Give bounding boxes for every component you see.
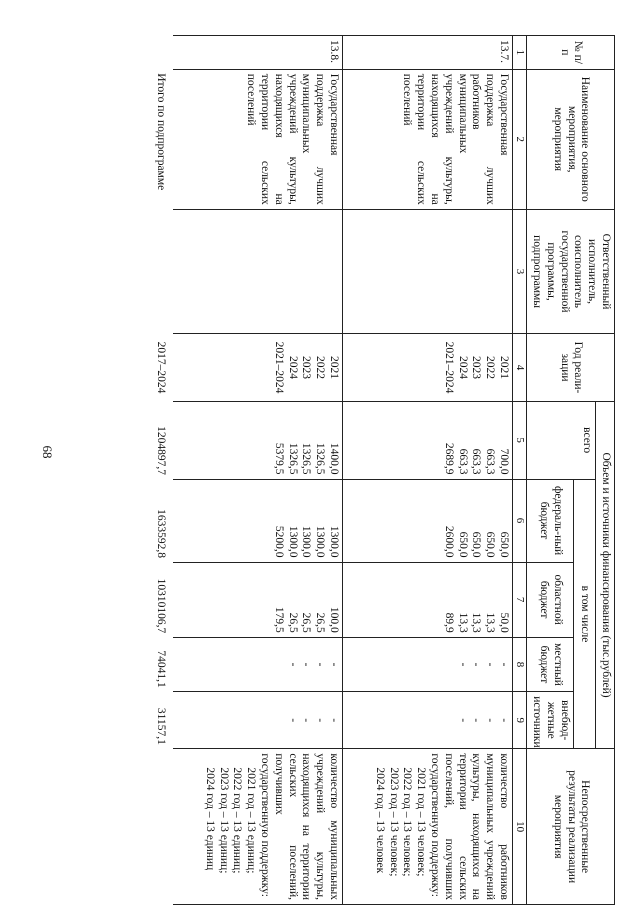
totals-label: Итого по подпрограмме bbox=[154, 73, 167, 191]
totals-federal: 1633592,8 bbox=[154, 509, 167, 559]
header-offbudget: внебюд-жетные источники bbox=[527, 692, 573, 749]
page-number: 68 bbox=[40, 445, 55, 459]
col-number: 5 bbox=[513, 401, 527, 479]
col-number: 1 bbox=[513, 36, 527, 70]
col-number: 7 bbox=[513, 562, 527, 637]
row-regional: 100,0 26,5 26,5 26,5 179,5 bbox=[173, 562, 343, 637]
row-federal: 1300,0 1300,0 1300,0 1300,0 5200,0 bbox=[173, 479, 343, 562]
header-local: местный бюджет bbox=[527, 637, 573, 691]
row-regional: 50,0 13,3 13,3 13,3 89,9 bbox=[343, 562, 513, 637]
totals-local: 74041,1 bbox=[154, 650, 167, 688]
budget-table-sheet bbox=[95, 35, 615, 905]
row-total: 1400,0 1326,5 1326,5 1326,5 5379,5 bbox=[173, 401, 343, 479]
totals-regional: 10310106,7 bbox=[154, 578, 167, 634]
row-offbudget: - - - - bbox=[173, 692, 343, 749]
header-regional: областной бюджет bbox=[527, 562, 573, 637]
header-result: Непосредственные результаты реализации мероприятия bbox=[527, 749, 615, 905]
header-name: Наименование основного мероприятия, мероприятия bbox=[527, 69, 615, 209]
header-num: № п/п bbox=[527, 36, 615, 70]
totals-row bbox=[151, 36, 173, 905]
totals-offbudget: 31157,1 bbox=[154, 707, 167, 745]
totals-total: 1204897,7 bbox=[154, 426, 167, 476]
header-total: всего bbox=[527, 401, 596, 479]
row-federal: 650,0 650,0 650,0 650,0 2600,0 bbox=[343, 479, 513, 562]
row-executor bbox=[173, 209, 343, 334]
funding-table bbox=[151, 35, 615, 905]
table-row bbox=[173, 36, 343, 905]
col-number: 3 bbox=[513, 209, 527, 334]
row-number: 13.8. bbox=[173, 36, 343, 70]
row-result: количество работников муниципальных учреждений культуры, находящихся на территории сельских поселений, получивших государственную поддержку: 2021 год – 13 человек; 2022 год – 13 человек; 2023 год – 13 человек; 2024 год – 13 человек bbox=[343, 749, 513, 905]
header-funding: Объем и источники финансирования (тыс.рублей) bbox=[596, 401, 615, 749]
col-number: 9 bbox=[513, 692, 527, 749]
row-years: 2021 2022 2023 2024 2021–2024 bbox=[343, 334, 513, 401]
header-executor: Ответственный исполнитель, соисполнитель государственной программы, подпрограммы bbox=[527, 209, 615, 334]
row-local: - - - - bbox=[173, 637, 343, 691]
header-year: Год реали-зации bbox=[527, 334, 615, 401]
row-name: Государственная поддержка лучших муниципальных учреждений культуры, находящихся на территории сельских поселений bbox=[173, 69, 343, 209]
col-number: 2 bbox=[513, 69, 527, 209]
row-local: - - - - bbox=[343, 637, 513, 691]
row-name: Государственная поддержка лучших работников муниципальных учреждений культуры, находящихся на территории сельских поселений bbox=[343, 69, 513, 209]
row-years: 2021 2022 2023 2024 2021–2024 bbox=[173, 334, 343, 401]
table-row bbox=[343, 36, 513, 905]
col-number: 10 bbox=[513, 749, 527, 905]
row-total: 700,0 663,3 663,3 663,3 2689,9 bbox=[343, 401, 513, 479]
col-number: 8 bbox=[513, 637, 527, 691]
row-number: 13.7. bbox=[343, 36, 513, 70]
col-number: 4 bbox=[513, 334, 527, 401]
column-number-row bbox=[513, 36, 527, 905]
header-including: в том числе bbox=[573, 479, 596, 749]
row-result: количество муниципальных учреждений культуры, находящихся на территории сельских поселений, получивших государственную поддержку: 2021 год – 13 единиц; 2022 год – 13 единиц; 2023 год – 13 единиц; 2024 год – 13 единиц bbox=[173, 749, 343, 905]
totals-years: 2017–2024 bbox=[154, 341, 167, 394]
row-executor bbox=[343, 209, 513, 334]
row-offbudget: - - - - bbox=[343, 692, 513, 749]
col-number: 6 bbox=[513, 479, 527, 562]
header-federal: федераль-ный бюджет bbox=[527, 479, 573, 562]
